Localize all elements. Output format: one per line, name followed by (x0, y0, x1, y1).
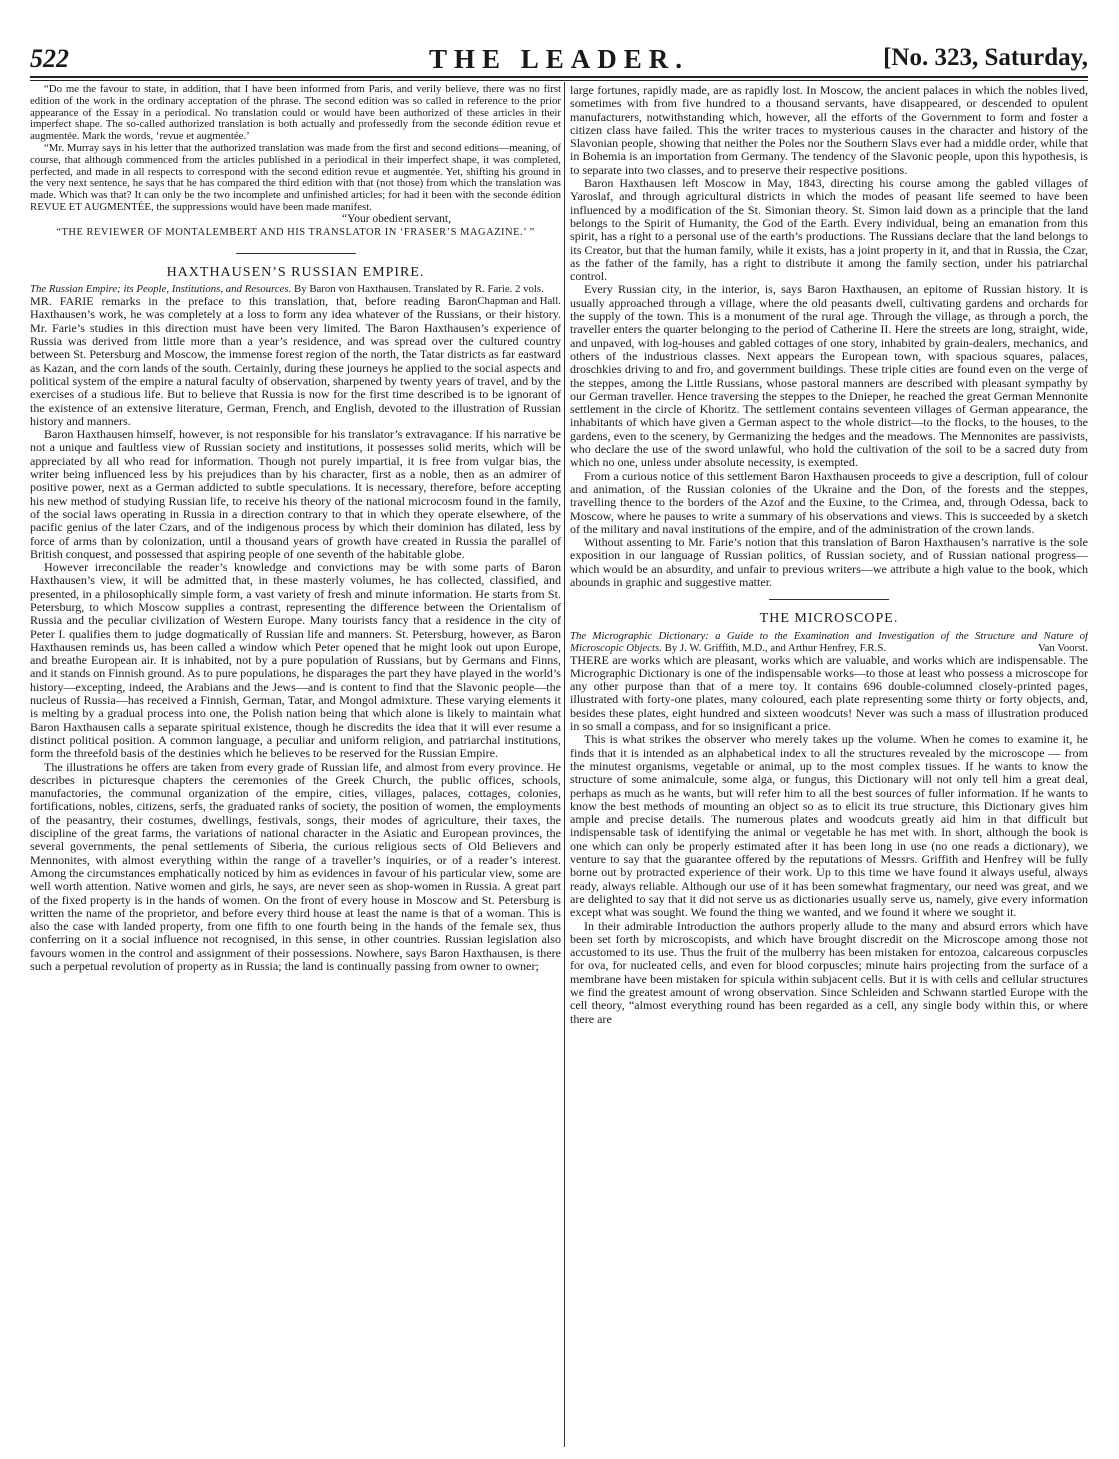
letter-signoff: “Your obedient servant, (341, 212, 451, 225)
article-paragraph: Every Russian city, in the interior, is, says Baron Haxthausen, an epitome of Russian history. It is usually approached through a village, where the old peasants dwell, cultivating gardens and orchards for the supply of the town. This is a monument of the rural age. Through the village, as through a porch, the traveller enters the quarter belonging to the period of Catherine II. Here the streets are long, straight, wide, and unpaved, with log-houses and gabled cottages of one story, inhabited by grain-dealers, mechanics, and others of the industrious classes. Next appears the European town, with spacious squares, palaces, droschkies driving to and fro, and government buildings. These triple cities are found even on the verge of the steppes, among the Little Russians, whose pastoral manners are described with pleasant sympathy by our German traveller. Hence traversing the steppes to the Dnieper, he reached the great German Mennonite settlement in the circle of Khoritz. The settlement contains seventeen villages of German appearance, the inhabitants of which have given a German aspect to the whole district—to the flocks, to the houses, to the gardens, even to the scenery, by Germanizing the hedges and the meadows. The Mennonites are passivists, who declare the use of the sword unlawful, who hold the cultivation of the soil to be a sacred duty from which no one, unless under absolute necessity, is exempted. (570, 282, 1088, 470)
book-info (570, 630, 1088, 654)
right-column (570, 84, 1088, 1452)
book-publisher: Chapman and Hall. (477, 295, 561, 308)
issue-info: [No. 323, Saturday, (883, 44, 1088, 71)
letter-signature: “THE REVIEWER OF MONTALEMBERT AND HIS TRANSLATOR IN ‘FRASER’S MAGAZINE.’ ” (56, 226, 535, 238)
article-paragraph: THERE are works which are pleasant, works which are valuable, and works which are indispensable. The Micrographic Dictionary is one of the indispensable works—to those at least who possess a microscope for any other purpose than that of a mere toy. It contains 696 double-columned closely-printed pages, illustrated with forty-one plates, many coloured, each plate representing some thirty or forty objects, and, besides these plates, eight hundred and sixteen woodcuts! Never was such a mass of illustration produced in so small a compass, and for so insignificant a price. (570, 652, 1088, 734)
article-paragraph: large fortunes, rapidly made, are as rapidly lost. In Moscow, the ancient palaces in which the nobles lived, sometimes with from five hundred to a thousand servants, have disappeared, or descended to opulent manufacturers, notwithstanding which, however, all the efforts of the Government to form and foster a citizen class have failed. This the writer traces to mysterious causes in the character and history of the Slavonian people, showing that neither the Poles nor the Southern Slavs ever had a middle order, while that in Bohemia is an importation from Germany. The tendency of the Slavonic people, upon this hypothesis, is to separate into two classes, and to preserve their respective positions. (570, 84, 1088, 177)
header-rule (30, 76, 1088, 78)
article-paragraph: The illustrations he offers are taken from every grade of Russian life, and almost from every province. He describes in picturesque chapters the ceremonies of the Greek Church, the public offices, schools, manufactories, the communal organization of the empire, cities, villages, palaces, cottages, colonies, fortifications, nobles, citizens, serfs, the graduated ranks of society, the position of women, the employments of the peasantry, their costumes, dwellings, festivals, songs, their modes of agriculture, their taxes, the discipline of the great farms, the variations of national character in the Asiatic and European provinces, the several governments, the penal settlements of Siberia, the curious religious sects of Old Believers and Mennonites, with almost everything within the range of a traveller’s inquiries, or of a reader’s interest. Among the circumstances emphatically noticed by him as evidences in favour of his particular view, some are well worth attention. Native women and girls, he says, are never seen as shop-women in Russia. A great part of the fixed property is in the hands of women. On the front of every house in Moscow and St. Petersburg is written the name of the proprietor, and before every third house at least the name is that of a woman. This is also the case with landed property, from one fifth to one fourth being in the hands of the female sex, thus conferring on it a social influence not recognised, in this sense, in other countries. Russian legislation also favours women in the control and assignment of their possessions. Nowhere, says Baron Haxthausen, is there such a perpetual revolution of property as in Russia; the land is continually passing from owner to owner; (30, 759, 561, 973)
left-column (30, 84, 561, 1452)
letter-paragraph: “Do me the favour to state, in addition, that I have been informed from Paris, and verily believe, there was no first edition of the work in the ordinary acceptation of the phrase. The second edition was so called in reference to the prior appearance of the Essay in a periodical. No translation could or would have been authorized of these articles in their imperfect shape. The so-called authorized translation is both actually and professedly from the seconde édition revue et augmentée. Mark the words, ‘revue et augmentée.’ (30, 84, 561, 143)
spacer (570, 589, 1088, 599)
column-separator (564, 82, 565, 1447)
header-rule-thin (30, 80, 1088, 81)
article-paragraph: Without assenting to Mr. Farie’s notion that this translation of Baron Haxthausen’s narrative is the sole exposition in our language of Russian politics, of Russian society, and of Russian national progress—which would be an absurdity, and unfair to previous writers—we attribute a high value to the book, which abounds in graphic and suggestive matter. (570, 535, 1088, 589)
article-title-microscope: THE MICROSCOPE. (759, 611, 899, 627)
article-paragraph: MR. FARIE remarks in the preface to this translation, that, before reading Baron Haxthausen’s work, he was completely at a loss to form any idea whatever of the Russians, or their history. Mr. Farie’s studies in this direction must have been very limited. The Baron Haxthausen’s experience of Russia was derived from little more than a year’s residence, and was spread over the cultured country between St. Petersburg and Moscow, the immense forest region of the north, the Tatar districts as far eastward as Kazan, and the corn lands of the south. Certainly, during these journeys he applied to the social aspects and political system of the empire a natural faculty of observation, sharpened by twenty years of travel, and by the exercises of a studious life. But to believe that Russia is now for the first time described is to be ignorant of the existence of an extensive literature, German, French, and English, devoted to the illustration of Russian history and manners. (30, 294, 561, 428)
masthead-title: THE LEADER. (428, 44, 690, 74)
book-author: By J. W. Griffith, M.D., and Arthur Henfrey, F.R.S. (664, 641, 887, 654)
article-paragraph: Baron Haxthausen himself, however, is not responsible for his translator’s extravagance. If his narrative be not a unique and faultless view of Russian society and institutions, it possesses solid merits, which will be appreciated by all who read for information. Though not purely impartial, it is free from vulgar bias, the writer being influenced less by his prejudices than by his character, first as a noble, then as an admirer of positive power, next as a German addicted to subtle speculations. It is necessary, therefore, before accepting his new method of studying Russian life, to receive his theory of the national microcosm found in the family, of the social laws operating in Russia in a direction contrary to that in which they operate elsewhere, of the pacific genius of the later Czars, and of the indigenous process by which their dominion has dilated, less by force of arms than by colonization, until a thousand years of growth have created in Russia the parallel of British conquest, and possessed that aspiring people of one seventh of the habitable globe. (30, 427, 561, 561)
book-title: The Micrographic Dictionary: a Guide to the Examination and Investigation of the Structure and Nature of Microscopic Objects. (570, 629, 1088, 654)
book-publisher: Van Voorst. (1038, 641, 1088, 654)
article-title-haxthausen: HAXTHAUSEN’S RUSSIAN EMPIRE. (166, 264, 425, 280)
book-author: By Baron von Haxthausen. Translated by R. Farie. 2 vols. (294, 283, 544, 296)
letter-paragraph: “Mr. Murray says in his letter that the authorized translation was made from the first and second editions—meaning, of course, that although commenced from the articles published in a periodical in their imperfect shape, it was completed, perfected, and made in all respects to correspond with the second edition revue et augmentée. Yet, shifting his ground in the very next sentence, he says that he has compared the third edition with that (not those) from which the translation was made. Which was that? It can only be the two incomplete and unfinished articles; for had it been with the seconde édition REVUE ET AUGMENTÉE, the suppressions would have been made manifest. (30, 141, 561, 213)
section-divider (769, 599, 889, 600)
book-title: The Russian Empire; its People, Institutions, and Resources. (30, 283, 292, 296)
article-paragraph: From a curious notice of this settlement Baron Haxthausen proceeds to give a description, full of colour and animation, of the Russian colonies of the Ukraine and the Don, of the forests and the steppes, travelling thence to the borders of the Azof and the Euxine, to the Crimea, and, through Odessa, back to Moscow, where he pauses to write a summary of his observations and views. This is succeeded by a sketch of the military and naval institutions of the empire, and of the administration of the crown lands. (570, 468, 1088, 536)
article-paragraph: However irreconcilable the reader’s knowledge and convictions may be with some parts of Baron Haxthausen’s view, it will be admitted that, in these masterly volumes, he has collected, classified, and presented, in a philosophically simple form, a vast variety of fresh and minute information. He starts from St. Petersburg, to which Moscow supplies a contrast, representing the difference between the Orientalism of Russia and the peculiar civilization of Western Europe. Many tourists fancy that a residence in the city of Peter I. qualifies them to judge dogmatically of Russian life and manners. St. Petersburg, however, as Baron Haxthausen reminds us, has been called a window which Peter opened that he might look out upon Europe, and breathe European air. It is inhabited, not by a pure population of Russians, but by Germans and Finns, and it stands on Finnish ground. As to pure populations, he disparages the part they have played in the world’s history—excepting, indeed, the Arabians and the Jews—and is content to find that the Slavonic people—the nucleus of Russia—has received a Finnish, German, Tatar, and Mongol admixture. These varying elements it is melting by a gradual process into one, the Polish nation being that which alone is likely to maintain what Baron Haxthausen calls a separate spiritual existence, though he discredits the idea that it will ever resume a distinct political position. A common language, a peculiar and uniform religion, and patriarchal institutions, form the threefold basis of the destinies which he believes to be reserved for the Russian Empire. (30, 560, 561, 761)
section-divider (236, 253, 356, 254)
article-paragraph: Baron Haxthausen left Moscow in May, 1843, directing his course among the gabled villages of Yaroslaf, and through agricultural districts in which the modes of peasant life seemed to have been influenced by a modification of the St. Simonian theory. St. Simon laid down as a principle that the land belongs to the Spirit of Humanity, the God of the Earth. Every individual, being an emanation from this spirit, has a right to a personal use of the earth’s productions. The Russians declare that the land belongs to its Creator, but that the human family, while it exists, has a joint property in it, and that in Russia, the Czar, as the father of the family, has a right to distribute it among the family section, under his patriarchal control. (570, 176, 1088, 284)
article-paragraph: In their admirable Introduction the authors properly allude to the many and absurd errors which have been set forth by microscopists, and which have brought discredit on the Microscope among those not accustomed to its use. Thus the fruit of the mulberry has been mistaken for entozoa, calcareous corpuscles for ova, for nucleated cells, and even for blood corpuscles; minute hairs projecting from the surface of a membrane have been mistaken for spicula within subjacent cells. But it is with cells and cellular structures we find the greatest amount of wrong observation. Since Schleiden and Schwann startled Europe with the cell theory, “almost everything round has been regarded as a cell, any single body within this, or where there are (570, 918, 1088, 1026)
page-header (30, 44, 1088, 76)
article-paragraph: This is what strikes the observer who merely takes up the volume. When he comes to examine it, he finds that it is intended as an alphabetical index to all the structures revealed by the microscope — from the minutest organisms, vegetable or animal, up to the most complex tissues. If he wants to know the structure of some animalcule, some alga, or fungus, this Dictionary will not only tell him a great deal, perhaps as much as he wants, but will refer him to all the best sources of fuller information. If he wants to know the best methods of mounting an object so as to elicit its true structure, this Dictionary gives him ample and precise details. The numerous plates and woodcuts greatly aid him in that difficult but indispensable task of identifying the animal or vegetable he has met with. In short, although the book is one which can only be properly estimated after it has been long in use (no one reads a dictionary), we venture to say that the guarantee offered by the reputations of Messrs. Griffith and Henfrey will be fully borne out by protracted experience of their work. Up to this time we have found it always useful, always ready, always reliable. Although our use of it has been somewhat fragmentary, our need was great, and we are delighted to say that it did not serve us as dictionaries usually serve us, namely, give every information except what was sought. We found the thing we wanted, and we found it where we sought it. (570, 732, 1088, 920)
page-number: 522 (30, 44, 69, 73)
